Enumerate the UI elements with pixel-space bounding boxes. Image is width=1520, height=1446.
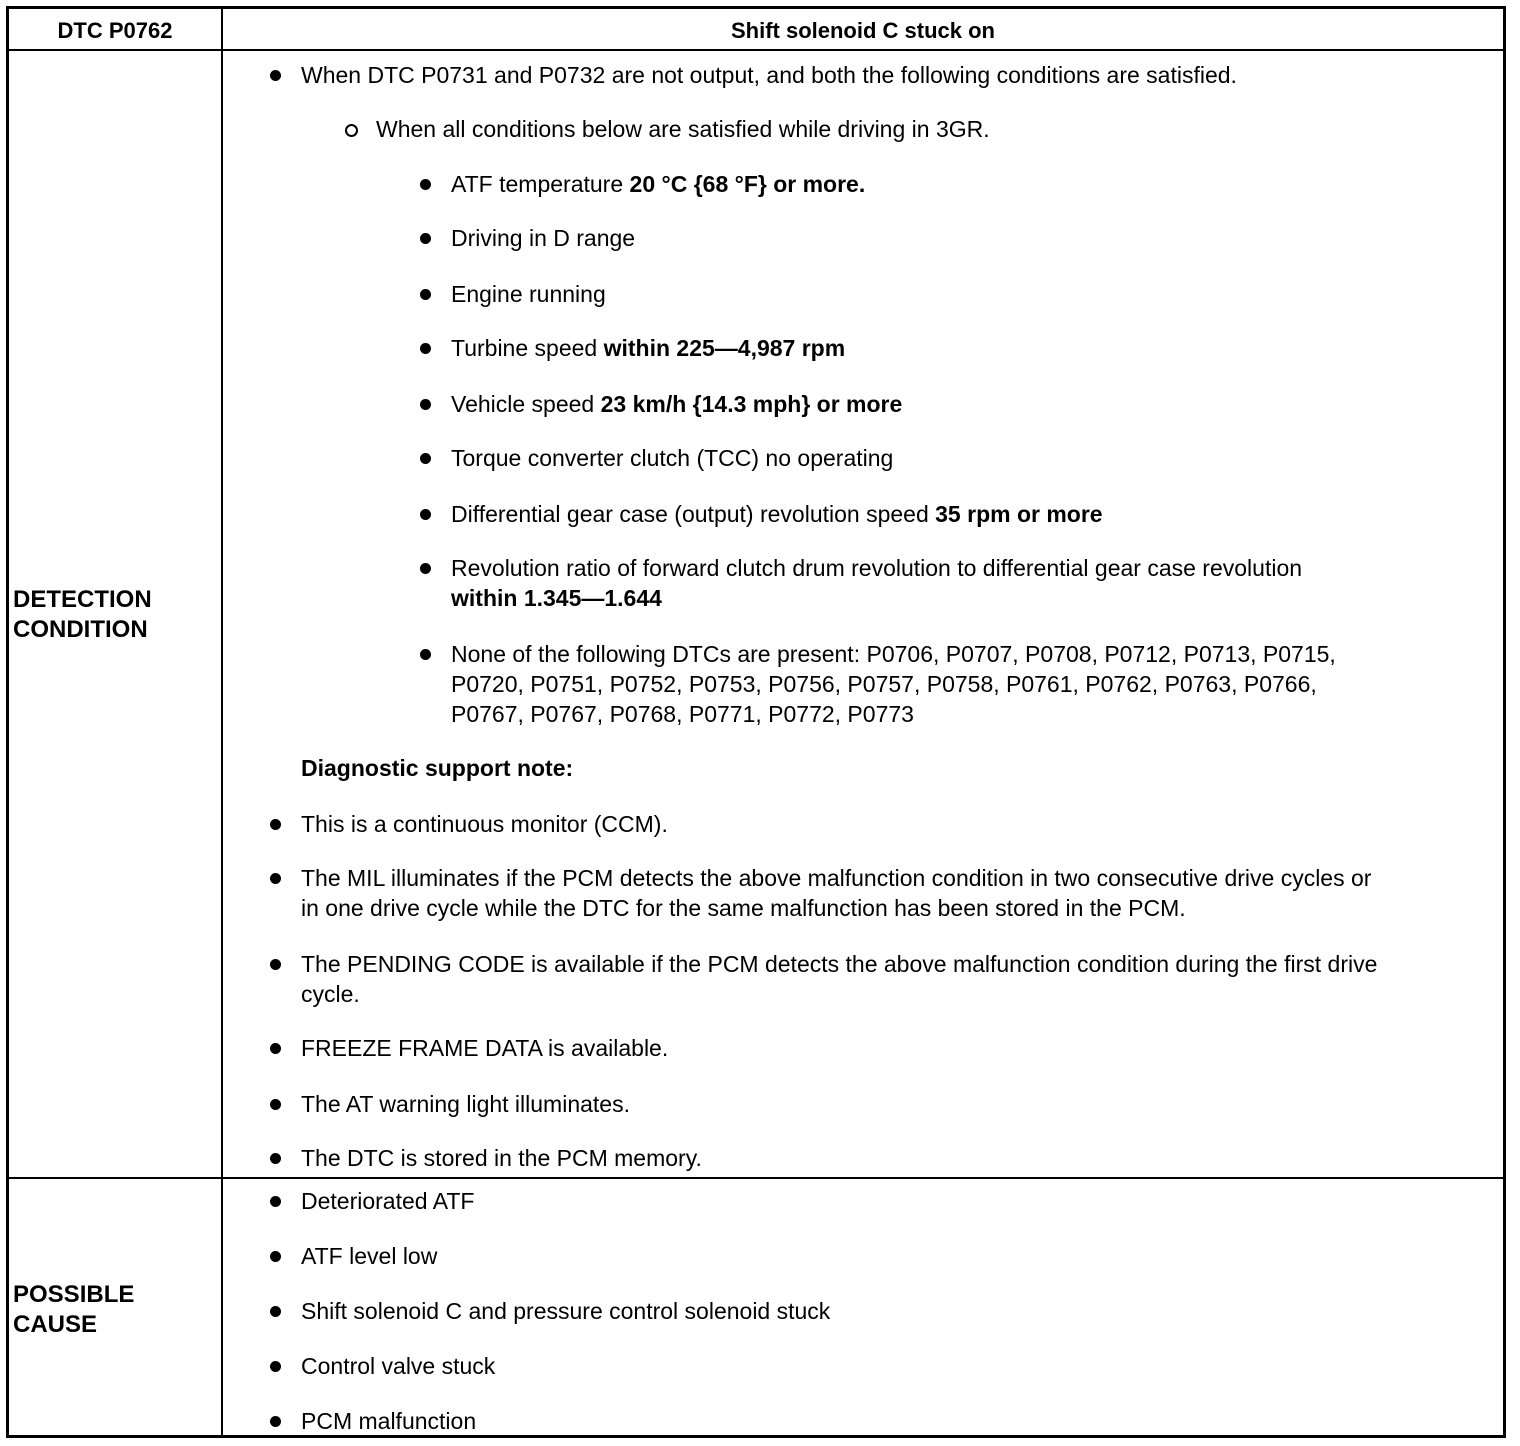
note-mil: The MIL illuminates if the PCM detects the above malfunction condition in two consecutive drive cycles or in one drive cycle while the DTC for the same malfunction has been stored in the PCM.	[301, 863, 1371, 923]
note-dtc-stored: The DTC is stored in the PCM memory.	[301, 1143, 702, 1173]
cause-item: Control valve stuck	[301, 1351, 495, 1381]
possible-cause-label: POSSIBLE CAUSE	[13, 1281, 135, 1338]
dtc-title-header: Shift solenoid C stuck on	[730, 18, 995, 43]
condition-tcc: Torque converter clutch (TCC) no operating	[451, 443, 893, 473]
header-divider	[9, 49, 1503, 51]
bullet-icon	[270, 70, 281, 81]
diagnostic-support-note-heading: Diagnostic support note:	[301, 755, 574, 781]
bullet-icon	[420, 649, 431, 660]
cause-item: PCM malfunction	[301, 1406, 476, 1436]
note-pending-code: The PENDING CODE is available if the PCM detects the above malfunction condition during the first drive cycle.	[301, 949, 1377, 1009]
bullet-icon	[420, 233, 431, 244]
hollow-bullet-icon	[345, 124, 358, 137]
condition-vehicle-speed: Vehicle speed 23 km/h {14.3 mph} or more	[451, 389, 902, 419]
bullet-icon	[420, 179, 431, 190]
bullet-icon	[270, 873, 281, 884]
detection-condition-label: DETECTION CONDITION	[13, 586, 152, 643]
bullet-icon	[420, 509, 431, 520]
section-divider	[9, 1177, 1503, 1179]
condition-revolution-ratio: Revolution ratio of forward clutch drum revolution to differential gear case revolution within 1.345—1.644	[451, 553, 1302, 613]
bullet-icon	[270, 819, 281, 830]
sub-condition: When all conditions below are satisfied while driving in 3GR.	[376, 114, 990, 144]
bullet-icon	[270, 959, 281, 970]
condition-no-dtcs: None of the following DTCs are present: P0706, P0707, P0708, P0712, P0713, P0715, P0720, P0751, P0752, P0753, P0756, P0757, P0758, P0761, P0762, P0763, P0766, P0767, P0767, P0768, P0771, P0772, P0773	[451, 639, 1336, 729]
cause-item: Deteriorated ATF	[301, 1186, 474, 1216]
bullet-icon	[270, 1153, 281, 1164]
column-divider	[221, 9, 223, 1435]
condition-engine-running: Engine running	[451, 279, 606, 309]
dtc-table	[6, 6, 1506, 1438]
cause-item: Shift solenoid C and pressure control solenoid stuck	[301, 1296, 830, 1326]
condition-turbine-speed: Turbine speed within 225—4,987 rpm	[451, 333, 845, 363]
dtc-code-header: DTC P0762	[57, 18, 173, 43]
condition-atf-temperature: ATF temperature 20 °C {68 °F} or more.	[451, 169, 865, 199]
bullet-icon	[270, 1251, 281, 1262]
bullet-icon	[270, 1416, 281, 1427]
bullet-icon	[420, 453, 431, 464]
condition-d-range: Driving in D range	[451, 223, 635, 253]
bullet-icon	[270, 1043, 281, 1054]
bullet-icon	[270, 1099, 281, 1110]
bullet-icon	[270, 1361, 281, 1372]
note-at-warning-light: The AT warning light illuminates.	[301, 1089, 630, 1119]
cause-item: ATF level low	[301, 1241, 437, 1271]
main-condition: When DTC P0731 and P0732 are not output, and both the following conditions are satisfied.	[301, 60, 1237, 90]
bullet-icon	[420, 399, 431, 410]
bullet-icon	[420, 563, 431, 574]
note-freeze-frame: FREEZE FRAME DATA is available.	[301, 1033, 668, 1063]
bullet-icon	[420, 343, 431, 354]
bullet-icon	[270, 1306, 281, 1317]
note-ccm: This is a continuous monitor (CCM).	[301, 809, 668, 839]
bullet-icon	[270, 1196, 281, 1207]
bullet-icon	[420, 289, 431, 300]
condition-differential-speed: Differential gear case (output) revolution speed 35 rpm or more	[451, 499, 1103, 529]
